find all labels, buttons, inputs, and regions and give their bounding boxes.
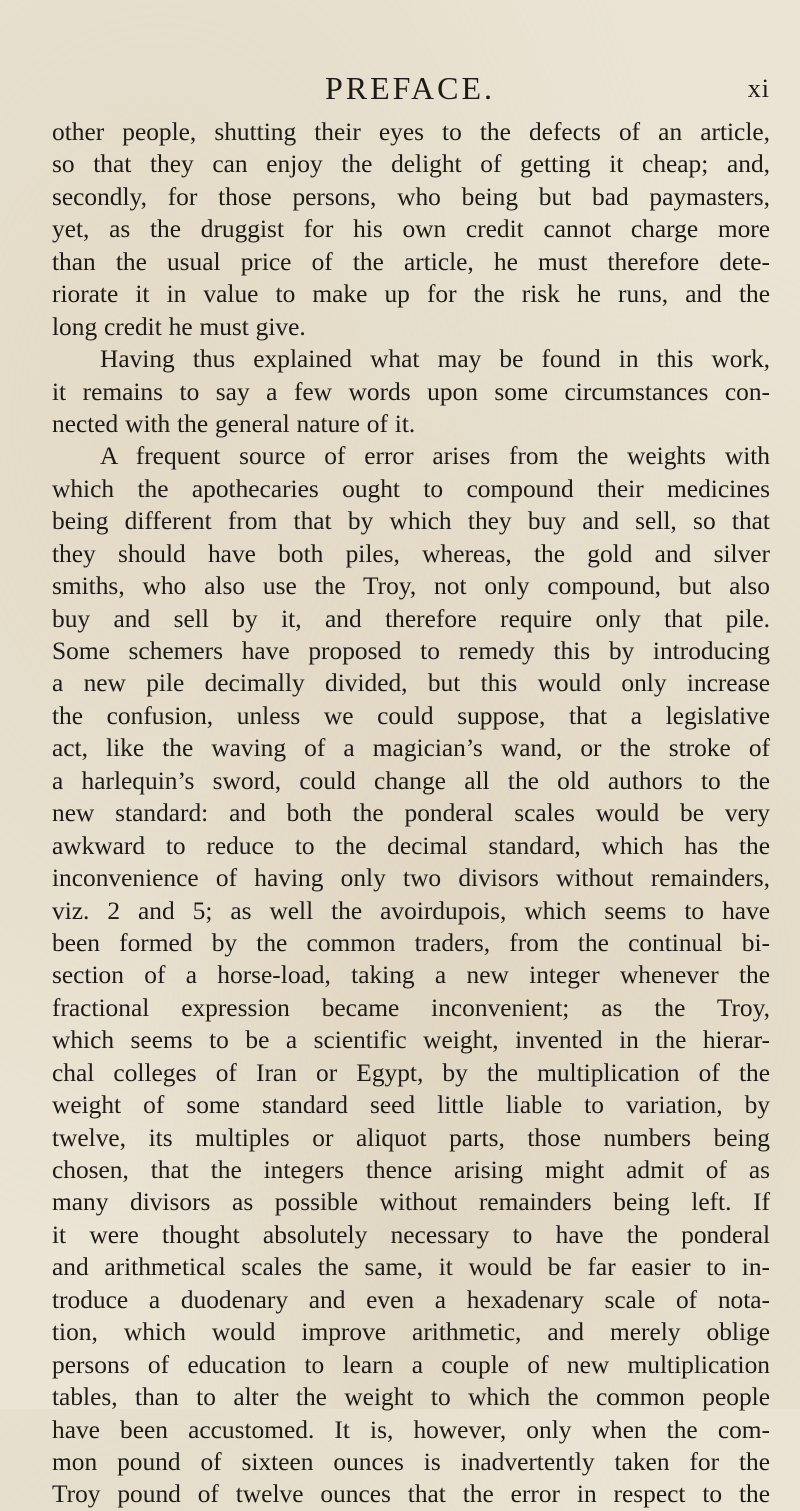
text-line: Troy pound of twelve ounces that the error in respect to the (52, 1480, 770, 1509)
text-line: secondly, for those persons, who being but bad paymasters, (52, 182, 770, 211)
text-line: been formed by the common traders, from the continual bi- (52, 928, 770, 957)
text-line: which seems to be a scientific weight, invented in the hierar- (52, 1026, 770, 1055)
text-line: it remains to say a few words upon some circumstances con- (52, 377, 770, 406)
running-title: PREFACE. (324, 70, 496, 106)
text-line: act, like the waving of a magician’s wand, or the stroke of (52, 734, 770, 763)
text-line: a new pile decimally divided, but this would only increase (52, 669, 770, 698)
text-line: twelve, its multiples or aliquot parts, those numbers being (52, 1123, 770, 1152)
text-line: smiths, who also use the Troy, not only compound, but also (52, 572, 770, 601)
text-line: fractional expression became inconvenient; as the Troy, (52, 993, 770, 1022)
text-line: long credit he must give. (52, 312, 306, 341)
text-line: they should have both piles, whereas, the gold and silver (52, 539, 770, 568)
text-line: new standard: and both the ponderal scales would be very (52, 799, 770, 828)
text-line: section of a horse-load, taking a new integer whenever the (52, 961, 770, 990)
text-line: a harlequin’s sword, could change all the old authors to the (52, 766, 770, 795)
text-line: chosen, that the integers thence arising might admit of as (52, 1156, 770, 1184)
text-line: and arithmetical scales the same, it would be far easier to in- (52, 1253, 770, 1282)
text-line: the confusion, unless we could suppose, that a legislative (52, 701, 770, 730)
text-line: inconvenience of having only two divisors without remainders, (52, 864, 770, 893)
text-line: tables, than to alter the weight to which the common people (52, 1383, 770, 1412)
running-head (50, 70, 770, 110)
text-line: it were thought absolutely necessary to have the ponderal (52, 1220, 770, 1249)
text-line: Some schemers have proposed to remedy this by introducing (52, 637, 770, 665)
text-line: persons of education to learn a couple of new multiplication (52, 1350, 770, 1379)
text-line: riorate it in value to make up for the risk he runs, and the (52, 280, 770, 309)
text-line: so that they can enjoy the delight of getting it cheap; and, (52, 150, 770, 179)
text-line: many divisors as possible without remainders being left. If (52, 1188, 770, 1217)
text-line: have been accustomed. It is, however, only when the com- (52, 1415, 770, 1444)
text-line: being different from that by which they buy and sell, so that (52, 507, 770, 536)
text-line: than the usual price of the article, he must therefore dete- (52, 247, 770, 276)
paragraph-start-line: A frequent source of error arises from the weights with (100, 442, 770, 471)
text-line: other people, shutting their eyes to the defects of an article, (52, 118, 770, 146)
text-line: weight of some standard seed little liable to variation, by (52, 1091, 770, 1120)
page-number: xi (747, 74, 770, 103)
text-line: mon pound of sixteen ounces is inadvertently taken for the (52, 1447, 770, 1476)
text-line: chal colleges of Iran or Egypt, by the multiplication of the (52, 1058, 770, 1087)
text-line: awkward to reduce to the decimal standard, which has the (52, 831, 770, 860)
text-line: troduce a duodenary and even a hexadenary scale of nota- (52, 1285, 770, 1314)
text-line: nected with the general nature of it. (52, 409, 416, 438)
text-line: yet, as the druggist for his own credit cannot charge more (52, 215, 770, 244)
text-line: tion, which would improve arithmetic, and merely oblige (52, 1318, 770, 1347)
text-line: viz. 2 and 5; as well the avoirdupois, which seems to have (52, 896, 770, 925)
text-line: buy and sell by it, and therefore require only that pile. (52, 604, 770, 633)
text-line: which the apothecaries ought to compound their medicines (52, 474, 770, 503)
paragraph-start-line: Having thus explained what may be found in this work, (100, 345, 770, 374)
body-text (52, 116, 770, 1511)
